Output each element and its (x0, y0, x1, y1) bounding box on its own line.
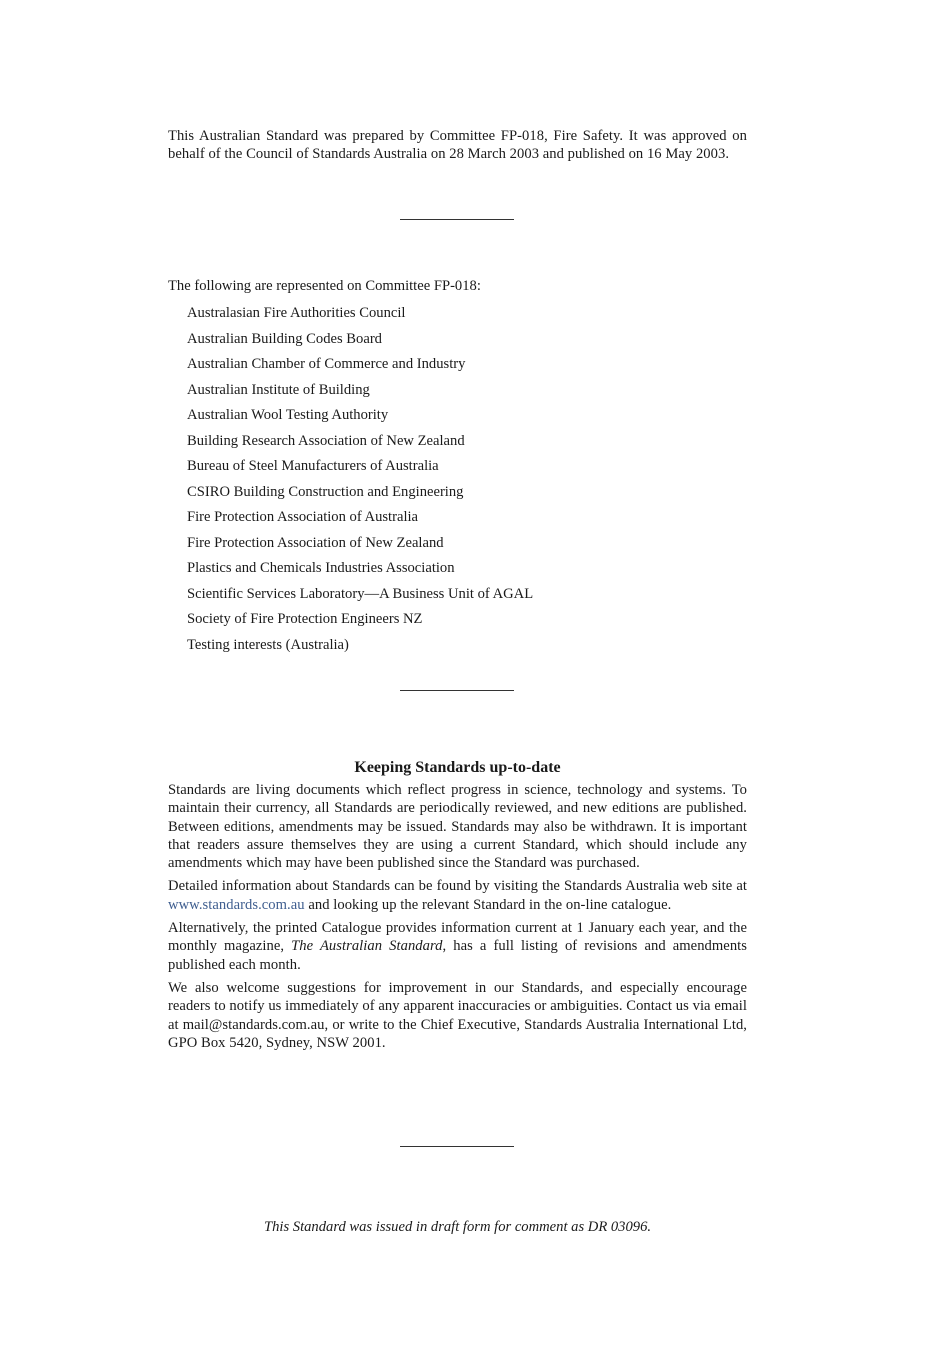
committee-member-item: Australian Building Codes Board (187, 330, 382, 347)
committee-member-item: Testing interests (Australia) (187, 636, 349, 653)
keeping-standards-section (168, 758, 747, 1057)
draft-footnote: This Standard was issued in draft form for comment as DR 03096. (263, 1218, 652, 1235)
paragraph-text: and looking up the relevant Standard in the on-line catalogue. (304, 896, 672, 913)
paragraph-text: Detailed information about Standards can be found by visiting the Standards Australia web site at (168, 878, 747, 895)
committee-member-item: Australian Wool Testing Authority (187, 407, 389, 423)
keeping-paragraph-2 (168, 877, 747, 914)
committee-heading: The following are represented on Committee FP-018: (168, 278, 481, 294)
committee-member-item: Plastics and Chemicals Industries Association (187, 560, 455, 576)
standards-website-link[interactable]: www.standards.com.au (168, 896, 305, 913)
keeping-paragraph-4: We also welcome suggestions for improvement in our Standards, and especially encourage readers to notify us immediately of any apparent inaccuracies or ambiguities. Contact us via email at mail@standards.com.au, or write to the Chief Executive, Standards Australia International Ltd, GPO Box 5420, Sydney, NSW 2001. (168, 979, 747, 1051)
committee-member-item: Australian Institute of Building (187, 381, 370, 398)
committee-member-item: CSIRO Building Construction and Engineering (187, 483, 464, 500)
section-title: Keeping Standards up-to-date (354, 759, 561, 776)
magazine-title: The Australian Standard (291, 938, 443, 955)
divider-rule (400, 219, 514, 220)
divider-rule (400, 690, 514, 691)
committee-member-item: Australasian Fire Authorities Council (187, 305, 406, 321)
divider-rule (400, 1146, 514, 1147)
committee-member-item: Australian Chamber of Commerce and Industry (187, 356, 466, 372)
committee-member-item: Society of Fire Protection Engineers NZ (187, 611, 423, 627)
committee-member-item: Fire Protection Association of New Zealand (187, 534, 444, 551)
committee-member-list (168, 301, 747, 658)
committee-section (168, 277, 747, 658)
committee-member-item: Scientific Services Laboratory—A Business Unit of AGAL (187, 585, 534, 602)
committee-member-item: Building Research Association of New Zealand (187, 432, 465, 449)
keeping-paragraph-3 (168, 919, 747, 974)
committee-member-item: Fire Protection Association of Australia (187, 509, 419, 525)
paragraph-text: Alternatively, the printed Catalogue provides information current at 1 January each year, and the monthly magazine, (168, 920, 747, 955)
intro-paragraph: This Australian Standard was prepared by Committee FP-018, Fire Safety. It was approved on behalf of the Council of Standards Australia on 28 March 2003 and published on 16 May 2003. (168, 128, 747, 163)
paragraph-text: , has a full listing of revisions and amendments published each month. (168, 938, 747, 973)
committee-member-item: Bureau of Steel Manufacturers of Australia (187, 458, 439, 474)
keeping-paragraph-1: Standards are living documents which reflect progress in science, technology and systems. To maintain their currency, all Standards are periodically reviewed, and new editions are published. Between editions, amendments may be issued. Standards may also be withdrawn. It is important that readers assure themselves they are using a current Standard, which should include any amendments which may have been published since the Standard was purchased. (168, 782, 747, 872)
